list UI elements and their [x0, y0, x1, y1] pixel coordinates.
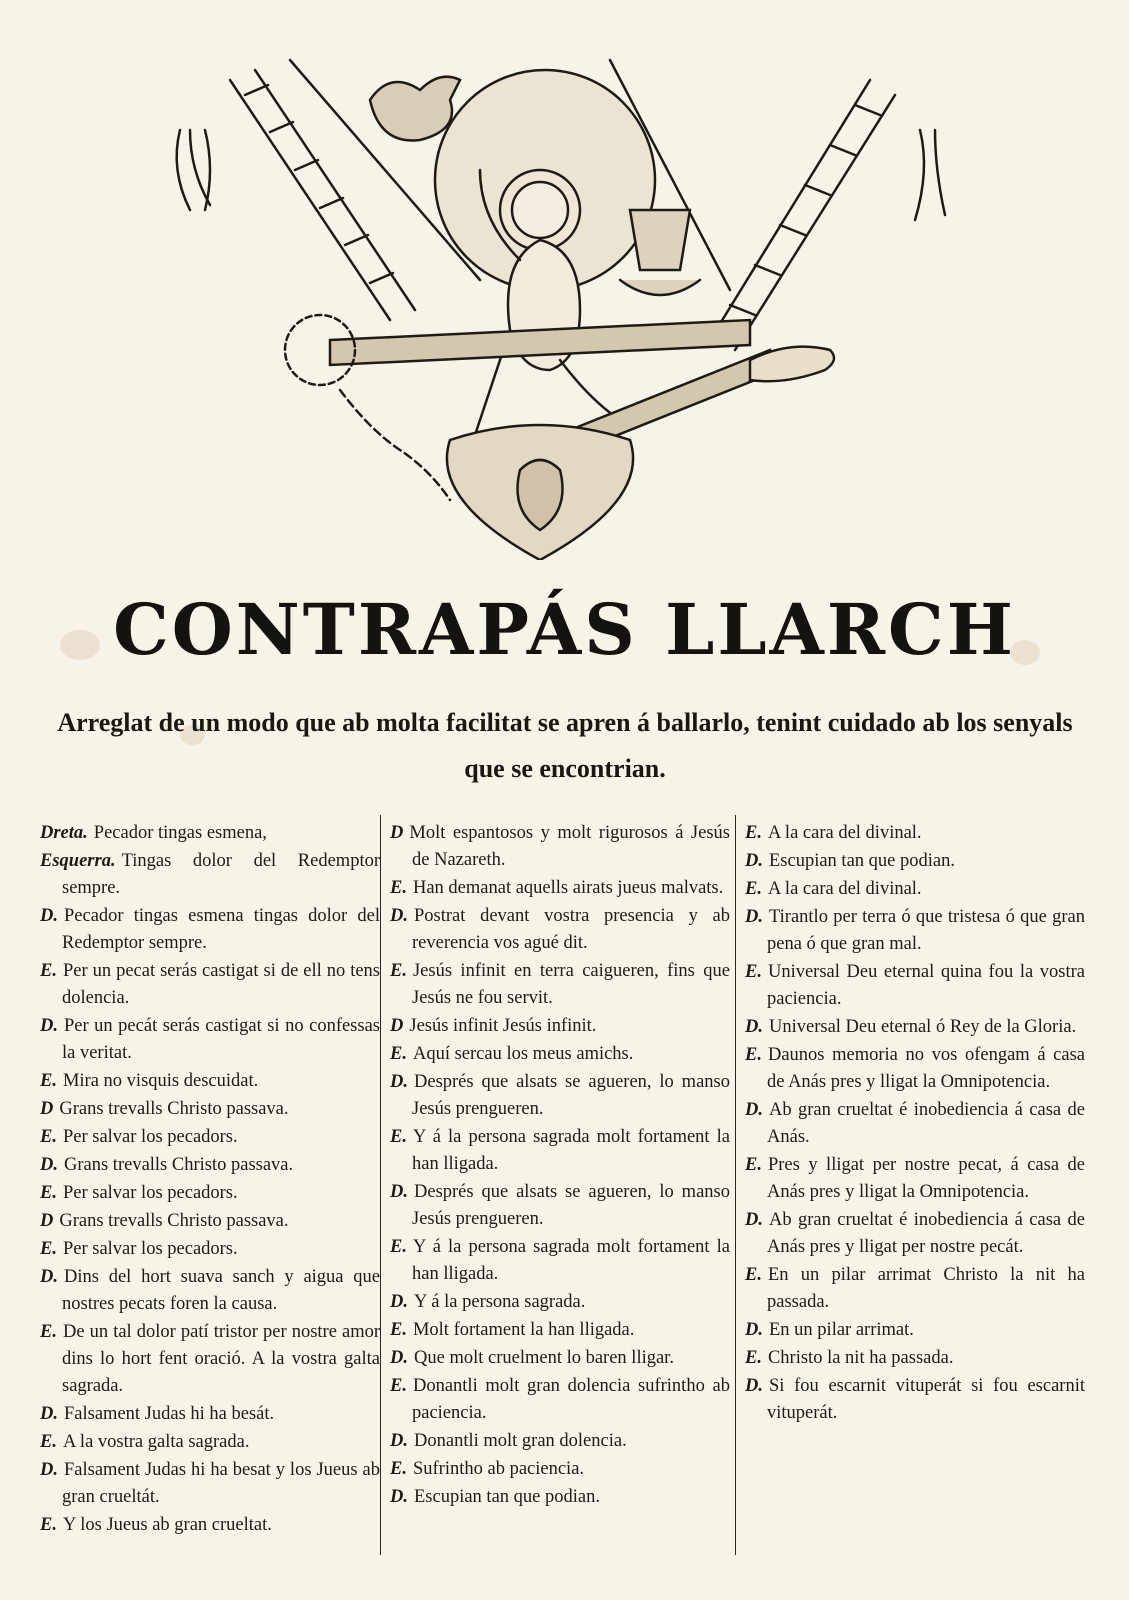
verse-text: A la cara del divinal. [767, 823, 922, 843]
voice-label: E. [745, 1155, 762, 1175]
verse-text: Després que alsats se agueren, lo manso Jesús prengueren. [412, 1072, 730, 1119]
verse-column-1 [40, 820, 380, 1540]
verse-line [40, 1236, 380, 1263]
verse-line [40, 958, 380, 1012]
voice-label: D. [390, 906, 408, 926]
verse-line [40, 903, 380, 957]
voice-label: D. [745, 1017, 763, 1037]
voice-label: D. [390, 1487, 408, 1507]
voice-label: E. [390, 878, 407, 898]
verse-line [390, 1234, 730, 1288]
verse-text: A la vostra galta sagrada. [62, 1432, 250, 1452]
verse-text: Per salvar los pecadors. [62, 1127, 238, 1147]
voice-label: E. [745, 1265, 762, 1285]
verse-line [745, 1345, 1085, 1372]
voice-label: E. [40, 1322, 57, 1342]
verse-text: Escupian tan que podian. [414, 1487, 600, 1507]
voice-label: E. [40, 1432, 57, 1452]
verse-text: Tirantlo per terra ó que tristesa ó que gran pena ó que gran mal. [767, 907, 1085, 954]
verse-text: Ab gran crueltat é inobediencia á casa de Anás pres y lligat per nostre pecát. [767, 1210, 1085, 1257]
voice-label: E. [40, 1127, 57, 1147]
broadside-subtitle: Arreglat de un modo que ab molta facilitat se apren á ballarlo, tenint cuidado ab los senyals que se encontrian. [57, 708, 1073, 783]
verse-line [745, 1152, 1085, 1206]
verse-text: Han demanat aquells airats jueus malvats. [412, 878, 724, 898]
verse-line [40, 1180, 380, 1207]
voice-label: D. [40, 1404, 58, 1424]
verse-line [745, 848, 1085, 875]
verse-line [40, 848, 380, 902]
verse-line [745, 1097, 1085, 1151]
verse-line [745, 876, 1085, 903]
verse-text: En un pilar arrimat Christo la nit ha passada. [767, 1265, 1085, 1312]
verse-text: Y á la persona sagrada molt fortament la han lligada. [412, 1237, 730, 1284]
verse-line [390, 1069, 730, 1123]
voice-label: E. [390, 961, 407, 981]
verse-text: Falsament Judas hi ha besat y los Jueus ab gran crueltát. [62, 1460, 380, 1507]
verse-line [745, 1373, 1085, 1427]
verse-text: Universal Deu eternal quina fou la vostra paciencia. [767, 962, 1085, 1009]
voice-label: D [40, 1099, 54, 1119]
voice-label: E. [390, 1127, 407, 1147]
verse-line [390, 1373, 730, 1427]
voice-label: D [390, 823, 404, 843]
verse-text: Per un pecát serás castigat si no confessas la veritat. [62, 1016, 380, 1063]
verse-text: Y á la persona sagrada. [414, 1292, 586, 1312]
verse-line [390, 958, 730, 1012]
verse-line [40, 1457, 380, 1511]
voice-label: D. [40, 1155, 58, 1175]
verse-text: Donantli molt gran dolencia sufrintho ab paciencia. [412, 1376, 730, 1423]
scourge-left [177, 130, 210, 210]
verse-line [40, 1152, 380, 1179]
voice-label: D. [745, 907, 763, 927]
verse-text: Christo la nit ha passada. [767, 1348, 954, 1368]
voice-label: Esquerra. [40, 851, 116, 871]
voice-label: D. [390, 1182, 408, 1202]
verse-line [390, 875, 730, 902]
voice-label: D. [745, 1100, 763, 1120]
voice-label: D. [390, 1292, 408, 1312]
verse-line [40, 1319, 380, 1400]
voice-label: D. [40, 1016, 58, 1036]
verse-line [390, 1428, 730, 1455]
verse-text: Grans trevalls Christo passava. [59, 1211, 289, 1231]
verse-text: Per salvar los pecadors. [62, 1239, 238, 1259]
voice-label: E. [390, 1376, 407, 1396]
verse-text: Pecador tingas esmena tingas dolor del Redemptor sempre. [62, 906, 380, 953]
verse-text: Grans trevalls Christo passava. [64, 1155, 294, 1175]
voice-label: D [390, 1016, 404, 1036]
chain [340, 390, 450, 500]
verse-line [390, 903, 730, 957]
verse-text: A la cara del divinal. [767, 879, 922, 899]
verse-text: Aquí sercau los meus amichs. [412, 1044, 634, 1064]
chalice [620, 210, 700, 295]
verse-text: En un pilar arrimat. [769, 1320, 914, 1340]
verse-line [745, 1262, 1085, 1316]
voice-label: E. [390, 1459, 407, 1479]
verse-text: Per salvar los pecadors. [62, 1183, 238, 1203]
voice-label: E. [40, 1239, 57, 1259]
voice-label: E. [390, 1237, 407, 1257]
verse-text: Escupian tan que podian. [769, 851, 955, 871]
verse-line [390, 1317, 730, 1344]
verse-text: Que molt cruelment lo baren lligar. [414, 1348, 674, 1368]
verse-line [390, 1124, 730, 1178]
voice-label: Dreta. [40, 823, 88, 843]
verse-line [40, 1208, 380, 1235]
voice-label: E. [40, 1515, 57, 1535]
verse-line [745, 959, 1085, 1013]
voice-label: D. [40, 1460, 58, 1480]
voice-label: D. [745, 1320, 763, 1340]
verse-text: Molt fortament la han lligada. [412, 1320, 635, 1340]
verse-text: Per un pecat serás castigat si de ell no tens dolencia. [62, 961, 380, 1008]
scourge-right [915, 130, 945, 220]
verse-line [745, 1317, 1085, 1344]
voice-label: D. [745, 851, 763, 871]
verse-line [40, 1264, 380, 1318]
verse-text: Pres y lligat per nostre pecat, á casa de Anás pres y lligat la Omnipotencia. [767, 1155, 1085, 1202]
verse-text: Y á la persona sagrada molt fortament la han lligada. [412, 1127, 730, 1174]
verse-line [745, 1014, 1085, 1041]
verse-text: Falsament Judas hi ha besát. [64, 1404, 275, 1424]
verse-text: Dins del hort suava sanch y aigua que nostres pecats foren la causa. [62, 1267, 380, 1314]
verse-column-2 [390, 820, 730, 1512]
verse-line [390, 1345, 730, 1372]
verse-line [390, 1289, 730, 1316]
verse-line [745, 1042, 1085, 1096]
verse-text: Jesús infinit en terra caigueren, fins que Jesús ne fou servit. [412, 961, 730, 1008]
column-rule [380, 815, 381, 1555]
verse-line [40, 1512, 380, 1539]
verse-line [40, 1124, 380, 1151]
verse-text: Mira no visquis descuidat. [62, 1071, 259, 1091]
voice-label: E. [745, 823, 762, 843]
verse-line [390, 1179, 730, 1233]
verse-text: Jesús infinit Jesús infinit. [409, 1016, 597, 1036]
verse-line [390, 820, 730, 874]
voice-label: E. [745, 879, 762, 899]
verse-line [745, 904, 1085, 958]
verse-text: Ab gran crueltat é inobediencia á casa de Anás. [767, 1100, 1085, 1147]
voice-label: E. [40, 1183, 57, 1203]
verse-line [390, 1013, 730, 1040]
verse-line [390, 1484, 730, 1511]
verse-line [40, 1096, 380, 1123]
verse-text: Sufrintho ab paciencia. [412, 1459, 585, 1479]
voice-label: E. [390, 1320, 407, 1340]
voice-label: D. [390, 1348, 408, 1368]
verse-text: Després que alsats se agueren, lo manso Jesús prengueren. [412, 1182, 730, 1229]
verse-line [40, 820, 380, 847]
verse-text: Daunos memoria no vos ofengam á casa de Anás pres y lligat la Omnipotencia. [767, 1045, 1085, 1092]
verse-text: Pecador tingas esmena, [93, 823, 267, 843]
verse-text: Molt espantosos y molt rigurosos á Jesús de Nazareth. [409, 823, 730, 870]
verse-text: Y los Jueus ab gran crueltat. [62, 1515, 272, 1535]
voice-label: D. [40, 1267, 58, 1287]
verse-text: Grans trevalls Christo passava. [59, 1099, 289, 1119]
verse-text: Tingas dolor del Redemptor sempre. [62, 851, 380, 898]
voice-label: E. [745, 1348, 762, 1368]
verse-line [40, 1401, 380, 1428]
voice-label: E. [390, 1044, 407, 1064]
voice-label: D. [745, 1376, 763, 1396]
verse-column-3 [745, 820, 1085, 1428]
verse-text: Postrat devant vostra presencia y ab reverencia vos agué dit. [412, 906, 730, 953]
verse-line [745, 1207, 1085, 1261]
voice-label: D. [745, 1210, 763, 1230]
voice-label: D. [390, 1431, 408, 1451]
verse-text: Si fou escarnit vituperát si fou escarnit vituperát. [767, 1376, 1085, 1423]
voice-label: E. [40, 961, 57, 981]
verse-line [40, 1429, 380, 1456]
column-rule [735, 815, 736, 1555]
verse-text: Universal Deu eternal ó Rey de la Gloria. [769, 1017, 1077, 1037]
woodcut-illustration [150, 40, 980, 560]
broadside-title: CONTRAPÁS LLARCH [113, 588, 1016, 671]
voice-label: E. [745, 962, 762, 982]
voice-label: E. [745, 1045, 762, 1065]
voice-label: D. [40, 906, 58, 926]
verse-line [40, 1068, 380, 1095]
verse-line [390, 1041, 730, 1068]
verse-line [745, 820, 1085, 847]
verse-text: De un tal dolor patí tristor per nostre amor dins lo hort fent oració. A la vostra galta sagrada. [62, 1322, 380, 1396]
verse-line [390, 1456, 730, 1483]
verse-text: Donantli molt gran dolencia. [414, 1431, 627, 1451]
ladder-right [710, 80, 895, 350]
voice-label: D. [390, 1072, 408, 1092]
voice-label: D [40, 1211, 54, 1231]
verse-line [40, 1013, 380, 1067]
voice-label: E. [40, 1071, 57, 1091]
